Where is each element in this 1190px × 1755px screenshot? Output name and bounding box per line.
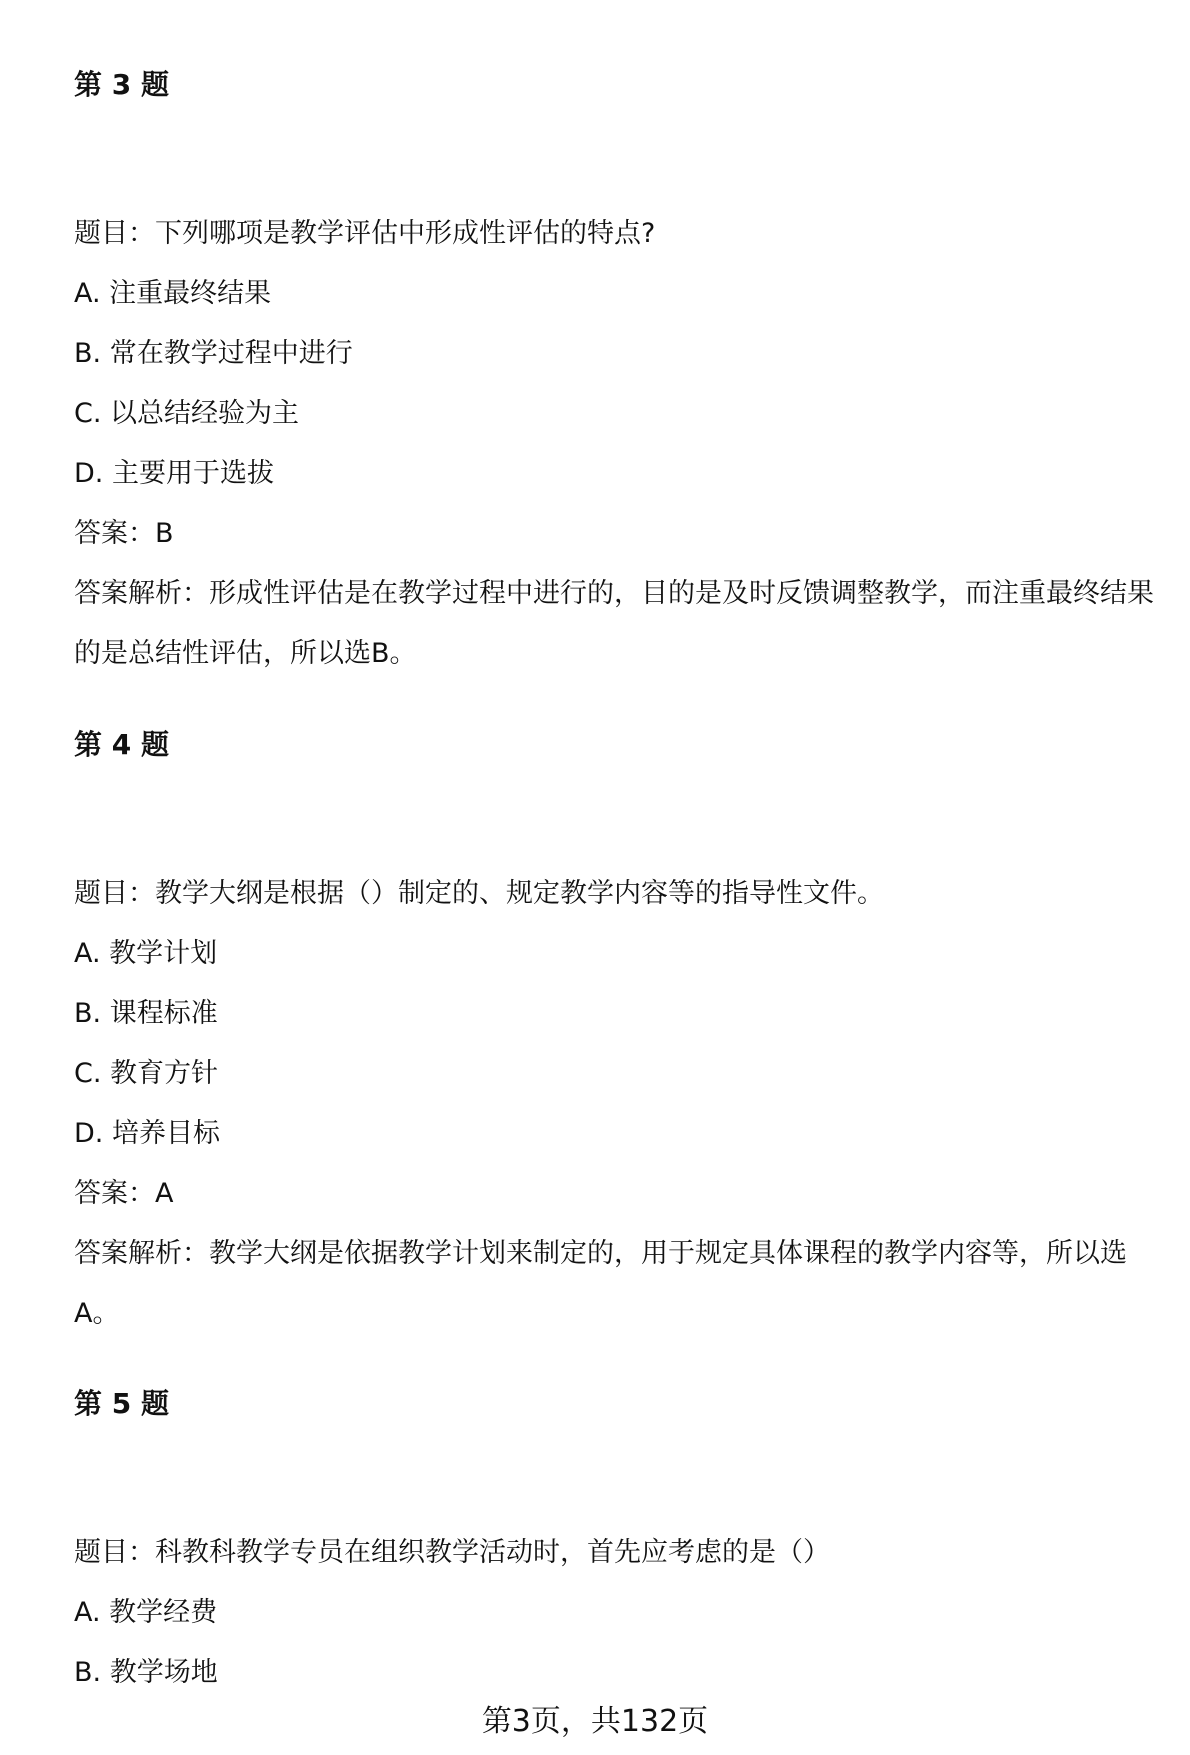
question-stem: 题目：教学大纲是根据（）制定的、规定教学内容等的指导性文件。 bbox=[74, 878, 884, 909]
option-b: B. 常在教学过程中进行 bbox=[74, 338, 353, 369]
question-title: 第 4 题 bbox=[74, 728, 169, 761]
option-d: D. 主要用于选拔 bbox=[74, 458, 274, 489]
option-a: A. 教学经费 bbox=[74, 1597, 218, 1628]
question-title: 第 3 题 bbox=[74, 68, 169, 101]
answer-explanation: 答案解析：教学大纲是依据教学计划来制定的，用于规定具体课程的教学内容等，所以选A。 bbox=[74, 1238, 1127, 1329]
page-number: 第3页，共132页 bbox=[481, 1704, 709, 1739]
option-c: C. 以总结经验为主 bbox=[74, 398, 300, 429]
answer-explanation: 答案解析：形成性评估是在教学过程中进行的，目的是及时反馈调整教学，而注重最终结果的是总结性评估，所以选B。 bbox=[74, 578, 1154, 669]
option-a: A. 教学计划 bbox=[74, 938, 218, 969]
option-d: D. 培养目标 bbox=[74, 1118, 220, 1149]
question-stem: 题目：下列哪项是教学评估中形成性评估的特点? bbox=[74, 218, 656, 249]
answer: 答案：B bbox=[74, 518, 174, 549]
option-c: C. 教育方针 bbox=[74, 1058, 219, 1089]
option-a: A. 注重最终结果 bbox=[74, 278, 272, 309]
question-stem: 题目：科教科教学专员在组织教学活动时，首先应考虑的是（） bbox=[74, 1537, 830, 1568]
question-title: 第 5 题 bbox=[74, 1387, 169, 1420]
option-b: B. 课程标准 bbox=[74, 998, 218, 1029]
option-b: B. 教学场地 bbox=[74, 1657, 218, 1688]
answer: 答案：A bbox=[74, 1178, 174, 1209]
